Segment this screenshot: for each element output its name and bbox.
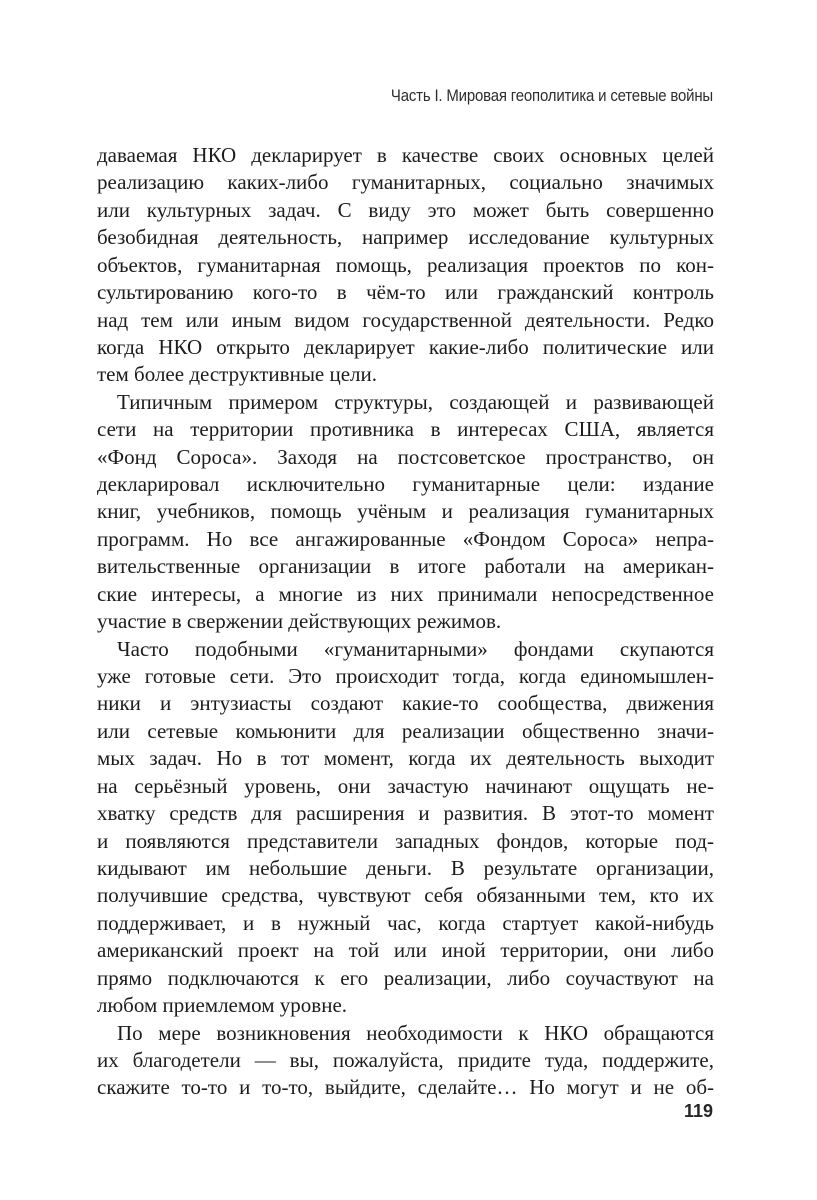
text-line: Типичным примером структуры, создающей и развивающей [117, 389, 714, 414]
text-line: сети на территории противника в интересах США, является [97, 417, 714, 442]
running-header-text: Часть I. Мировая геополитика и сетевые войны [390, 86, 713, 105]
text-line: или культурных задач. С виду это может быть совершенно [97, 197, 714, 222]
text-line: хватку средств для расширения и развития. В этот-то момент [97, 801, 714, 826]
text-line: над тем или иным видом государственной деятельности. Редко [97, 307, 714, 332]
text-line: или сетевые комьюнити для реализации общественно значи- [97, 718, 714, 743]
text-line: американский проект на той или иной территории, они либо [97, 938, 714, 963]
text-line: их благодетели — вы, пожалуйста, придите туда, поддержите, [97, 1047, 714, 1072]
text-line: даваемая НКО декларирует в качестве своих основных целей [97, 143, 714, 167]
running-header [97, 86, 713, 106]
text-line: вительственные организации в итоге работали на американ- [97, 554, 714, 579]
text-line: на серьёзный уровень, они зачастую начинают ощущать не- [97, 773, 714, 798]
text-line: кидывают им небольшие деньги. В результате организации, [97, 855, 714, 880]
text-line: когда НКО открыто декларирует какие-либо политические или [97, 334, 714, 359]
text-line: объектов, гуманитарная помощь, реализация проектов по кон- [97, 252, 714, 277]
body-text [97, 142, 714, 1102]
text-line: любом приемлемом уровне. [97, 993, 348, 1018]
text-line: Часто подобными «гуманитарными» фондами скупаются [117, 636, 714, 661]
text-line: книг, учебников, помощь учёным и реализация гуманитарных [97, 499, 714, 524]
paragraph [97, 1020, 714, 1102]
text-line: ники и энтузиасты создают какие-то сообщества, движения [97, 691, 714, 716]
text-line: реализацию каких-либо гуманитарных, социально значимых [97, 170, 714, 195]
text-line: ские интересы, а многие из них принимали непосредственное [97, 581, 714, 606]
page-number: 119 [683, 1101, 713, 1121]
text-line: участие в свержении действующих режимов. [97, 609, 502, 634]
text-line: тем более деструктивные цели. [97, 362, 378, 387]
text-line: сультированию кого-то в чём-то или гражданский контроль [97, 280, 714, 305]
text-line: скажите то-то и то-то, выйдите, сделайте… Но могут и не об- [97, 1075, 714, 1100]
text-line: мых задач. Но в тот момент, когда их деятельность выходит [97, 746, 714, 771]
text-line: поддерживает, и в нужный час, когда стартует какой-нибудь [97, 910, 714, 935]
text-line: программ. Но все ангажированные «Фондом Сороса» непра- [97, 526, 714, 551]
text-line: «Фонд Сороса». Заходя на постсоветское пространство, он [97, 444, 714, 469]
paragraph [97, 389, 714, 636]
text-line: получившие средства, чувствуют себя обязанными тем, кто их [97, 883, 714, 908]
text-line: уже готовые сети. Это происходит тогда, когда единомышлен- [97, 664, 714, 689]
text-line: и появляются представители западных фондов, которые под- [97, 828, 714, 853]
text-line: декларировал исключительно гуманитарные цели: издание [97, 472, 714, 497]
text-line: прямо подключаются к его реализации, либо соучаствуют на [97, 965, 714, 990]
paragraph [97, 142, 714, 389]
text-line: По мере возникновения необходимости к НКО обращаются [117, 1020, 714, 1045]
text-line: безобидная деятельность, например исследование культурных [97, 225, 714, 250]
paragraph [97, 636, 714, 1020]
